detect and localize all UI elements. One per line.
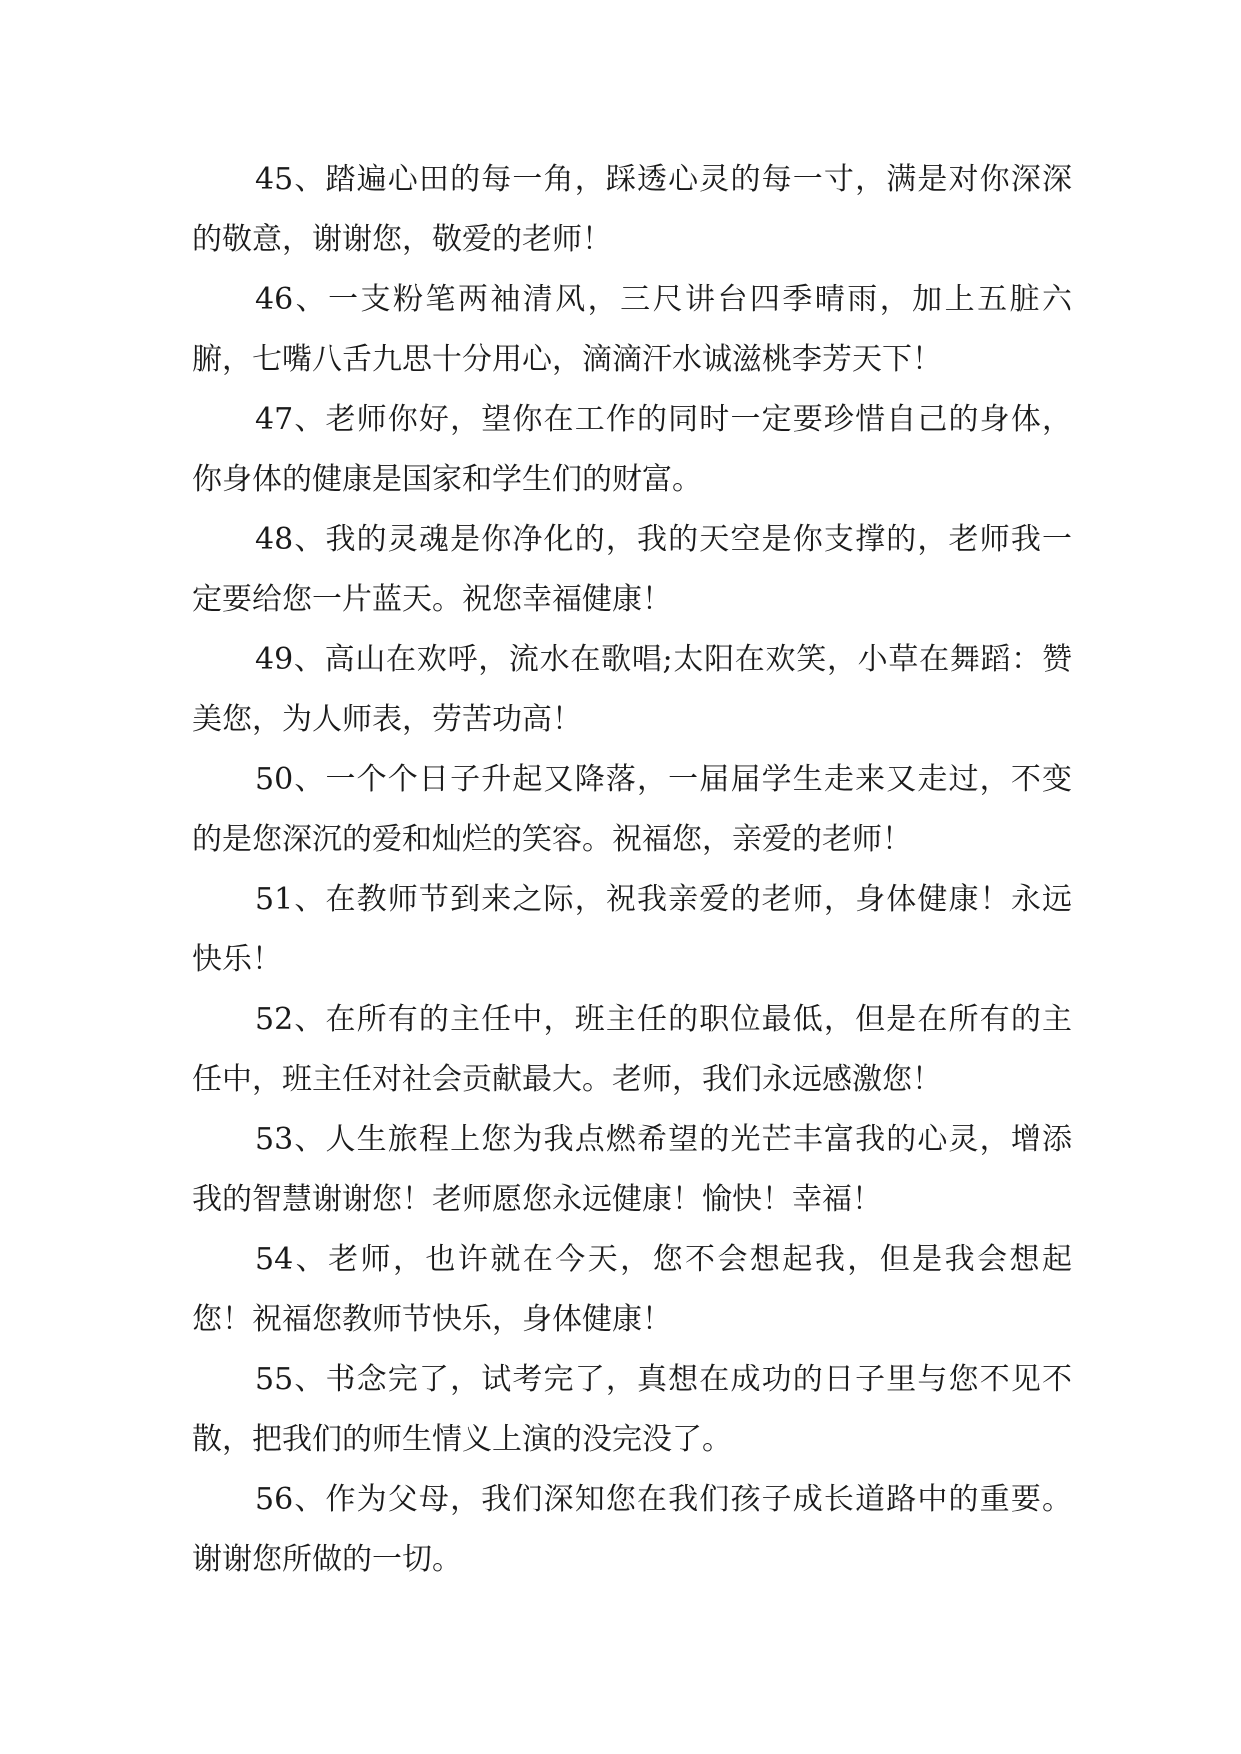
paragraph-48: 48、我的灵魂是你净化的，我的天空是你支撑的，老师我一定要给您一片蓝天。祝您幸福健康！ [192, 522, 1072, 617]
document-body [192, 150, 1072, 1590]
paragraph-46: 46、一支粉笔两袖清风，三尺讲台四季晴雨，加上五脏六腑，七嘴八舌九思十分用心，滴滴汗水诚滋桃李芳天下！ [192, 282, 1072, 377]
paragraph-51: 51、在教师节到来之际，祝我亲爱的老师，身体健康！永远快乐！ [192, 882, 1072, 977]
paragraph-45: 45、踏遍心田的每一角，踩透心灵的每一寸，满是对你深深的敬意，谢谢您，敬爱的老师！ [192, 162, 1072, 257]
paragraph-56: 56、作为父母，我们深知您在我们孩子成长道路中的重要。谢谢您所做的一切。 [192, 1482, 1072, 1577]
paragraph-49: 49、高山在欢呼，流水在歌唱;太阳在欢笑，小草在舞蹈：赞美您，为人师表，劳苦功高！ [192, 642, 1072, 737]
paragraph-47: 47、老师你好，望你在工作的同时一定要珍惜自己的身体，你身体的健康是国家和学生们的财富。 [192, 402, 1072, 497]
paragraph-50: 50、一个个日子升起又降落，一届届学生走来又走过，不变的是您深沉的爱和灿烂的笑容。祝福您，亲爱的老师！ [192, 762, 1072, 857]
paragraph-52: 52、在所有的主任中，班主任的职位最低，但是在所有的主任中，班主任对社会贡献最大。老师，我们永远感激您！ [192, 1002, 1072, 1097]
paragraph-55: 55、书念完了，试考完了，真想在成功的日子里与您不见不散，把我们的师生情义上演的没完没了。 [192, 1362, 1072, 1457]
paragraph-53: 53、人生旅程上您为我点燃希望的光芒丰富我的心灵，增添我的智慧谢谢您！老师愿您永远健康！愉快！幸福！ [192, 1122, 1072, 1217]
paragraph-54: 54、老师，也许就在今天，您不会想起我，但是我会想起您！祝福您教师节快乐，身体健康！ [192, 1242, 1072, 1337]
